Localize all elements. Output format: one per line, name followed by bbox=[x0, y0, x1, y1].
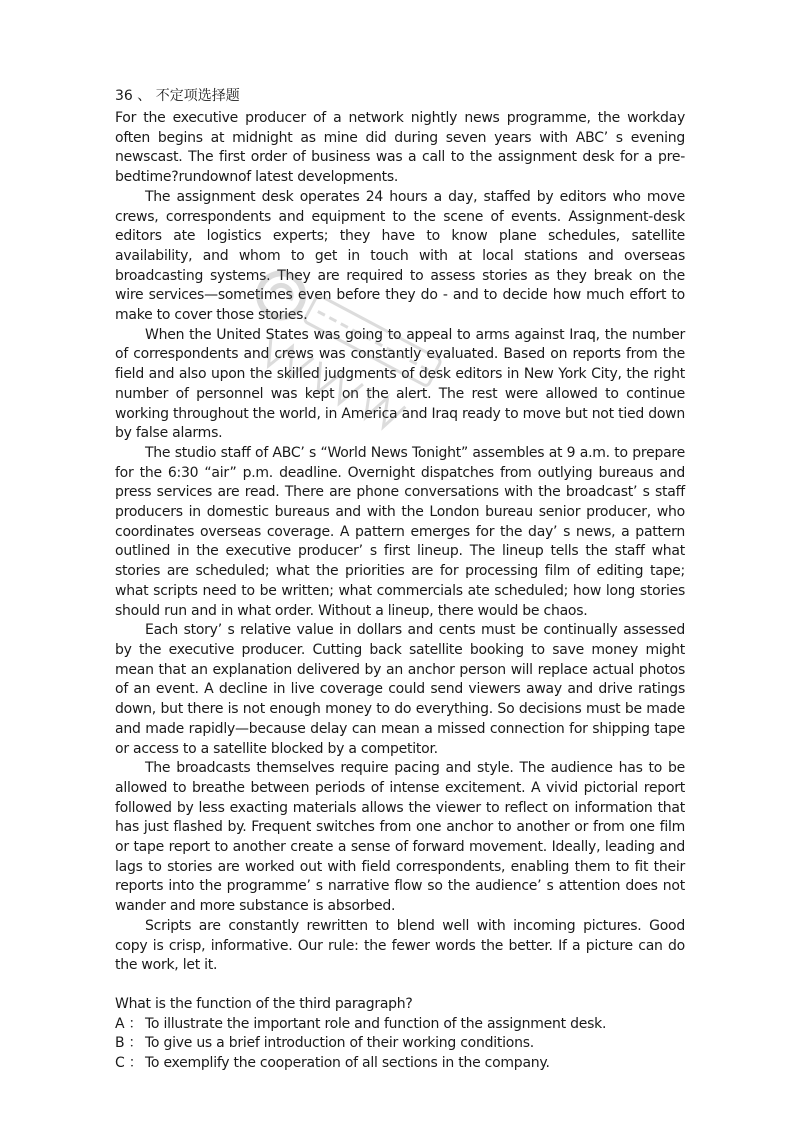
option-a-text: To illustrate the important role and function of the assignment desk. bbox=[145, 1015, 607, 1032]
paragraph-4: The studio staff of ABC’ s “World News Tonight” assembles at 9 a.m. to prepare for the 6:30 “air” p.m. deadline. Overnight dispatches from outlying bureaus and press services are read. There are phone conversations with the broadcast’ s staff producers in domestic bureaus and with the London bureau senior producer, who coordinates overseas coverage. A pattern emerges for the day’ s news, a pattern outlined in the executive producer’ s first lineup. The lineup tells the staff what stories are scheduled; what the priorities are for processing film of editing tape; what scripts need to be written; what commercials ate scheduled; how long stories should run and in what order. Without a lineup, there would be chaos. bbox=[115, 444, 685, 619]
paragraph-1: For the executive producer of a network nightly news programme, the workday often begins at midnight as mine did during seven years with ABC’ s evening newscast. The first order of business was a call to the assignment desk for a pre-bedtime?rundownof latest developments. bbox=[115, 110, 685, 186]
paragraph-7: Scripts are constantly rewritten to blend well with incoming pictures. Good copy is crisp, informative. Our rule: the fewer words the better. If a picture can do the work, let it. bbox=[115, 917, 685, 974]
option-a[interactable] bbox=[115, 1015, 685, 1035]
option-b-text: To give us a brief introduction of their working conditions. bbox=[145, 1035, 534, 1052]
question-text: What is the function of the third paragraph? bbox=[115, 995, 413, 1012]
paragraph-5: Each story’ s relative value in dollars and cents must be continually assessed by the executive producer. Cutting back satellite booking to save money might mean that an explanation delivered by an anchor person will replace actual photos of an event. A decline in live coverage could send viewers away and drive ratings down, but there is not enough money to do everything. So decisions must be made and made rapidly—because delay can mean a missed connection for shipping tape or access to a satellite blocked by a competitor. bbox=[115, 622, 685, 757]
option-c-letter: C ： bbox=[115, 1055, 143, 1072]
question-number: 36 、 不定项选择题 bbox=[115, 88, 240, 104]
paragraph-6: The broadcasts themselves require pacing and style. The audience has to be allowed to breathe between periods of intense excitement. A vivid pictorial report followed by less exacting materials allows the viewer to reflect on information that has just flashed by. Frequent switches from one anchor to another or from one film or tape report to another create a sense of forward movement. Ideally, leading and lags to stories are worked out with field correspondents, enabling them to fit their reports into the programme’ s narrative flow so the audience’ s attention does not wander and more substance is absorbed. bbox=[115, 760, 685, 915]
option-b-letter: B ： bbox=[115, 1035, 143, 1052]
option-c[interactable] bbox=[115, 1054, 685, 1074]
option-c-text: To exemplify the cooperation of all sections in the company. bbox=[145, 1055, 550, 1072]
paragraph-2: The assignment desk operates 24 hours a day, staffed by editors who move crews, correspondents and equipment to the scene of events. Assignment-desk editors ate logistics experts; they have to know plane schedules, satellite availability, and whom to get in touch with at local stations and overseas broadcasting systems. They are required to assess stories as they break on the wire services—sometimes even before they do - and to decide how much effort to make to cover those stories. bbox=[115, 188, 685, 324]
answer-options bbox=[115, 1015, 685, 1074]
option-b[interactable] bbox=[115, 1034, 685, 1054]
paragraph-3: When the United States was going to appeal to arms against Iraq, the number of correspondents and crews was constantly evaluated. Based on reports from the field and also upon the skilled judgments of desk editors in New York City, the right number of personnel was kept on the alert. The rest were allowed to continue working throughout the world, in America and Iraq ready to move but not tied down by false alarms. bbox=[115, 326, 685, 442]
document-page bbox=[115, 86, 685, 1074]
option-a-letter: A ： bbox=[115, 1015, 143, 1032]
